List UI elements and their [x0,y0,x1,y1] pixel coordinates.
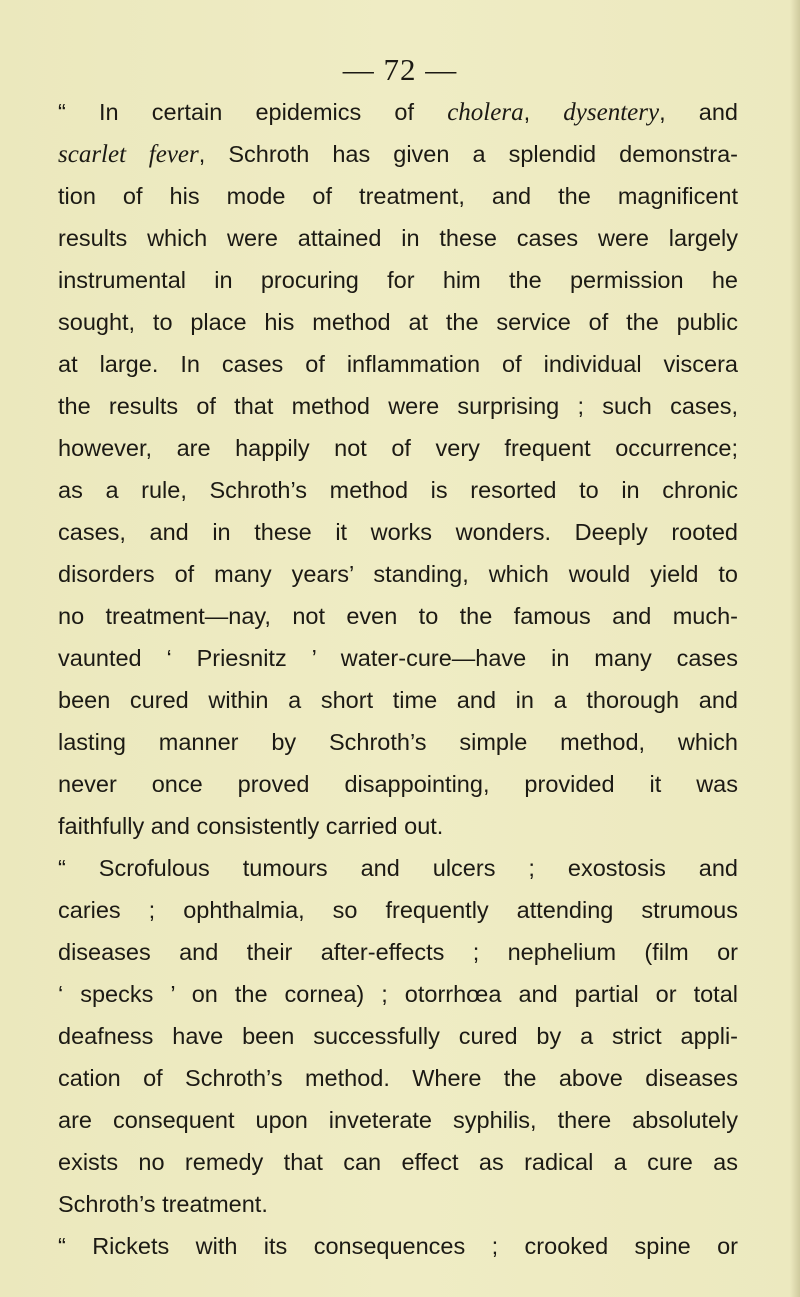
text-line: been cured within a short time and in a thorough and [58,687,738,713]
text-line: “ In certain epidemics of cholera, dysentery, and [58,99,738,126]
text-line: lasting manner by Schroth’s simple method, which [58,729,738,755]
text-line: cation of Schroth’s method. Where the above diseases [58,1065,738,1091]
page-number: — 72 — [342,52,458,87]
text-line: “ Rickets with its consequences ; crooked spine or [58,1233,738,1259]
text-line: instrumental in procuring for him the permission he [58,267,738,293]
text-line: as a rule, Schroth’s method is resorted to in chronic [58,477,738,503]
text-line: faithfully and consistently carried out. [58,813,444,839]
text-line: caries ; ophthalmia, so frequently attending strumous [58,897,738,923]
page-edge-shadow [790,0,800,1297]
text-line: cases, and in these it works wonders. Deeply rooted [58,519,738,545]
text-line: deafness have been successfully cured by a strict appli- [58,1023,738,1049]
text-line: however, are happily not of very frequent occurrence; [58,435,738,461]
text-line: at large. In cases of inflammation of individual viscera [58,351,738,377]
text-line: exists no remedy that can effect as radical a cure as [58,1149,738,1175]
text-line: disorders of many years’ standing, which would yield to [58,561,738,587]
text-line: sought, to place his method at the service of the public [58,309,738,335]
text-line: vaunted ‘ Priesnitz ’ water-cure—have in many cases [58,645,738,671]
text-line: never once proved disappointing, provided it was [58,771,738,797]
text-line: “ Scrofulous tumours and ulcers ; exostosis and [58,855,738,881]
text-line: no treatment—nay, not even to the famous and much- [58,603,738,629]
text-line: are consequent upon inveterate syphilis, there absolutely [58,1107,738,1133]
text-line: ‘ specks ’ on the cornea) ; otorrhœa and partial or total [58,981,738,1007]
text-line: results which were attained in these cases were largely [58,225,738,251]
text-line: Schroth’s treatment. [58,1191,268,1217]
text-line: tion of his mode of treatment, and the magnificent [58,183,738,209]
text-line: the results of that method were surprising ; such cases, [58,393,738,419]
text-line: diseases and their after-effects ; nephelium (film or [58,939,738,965]
text-line: scarlet fever, Schroth has given a splendid demonstra- [58,141,738,168]
